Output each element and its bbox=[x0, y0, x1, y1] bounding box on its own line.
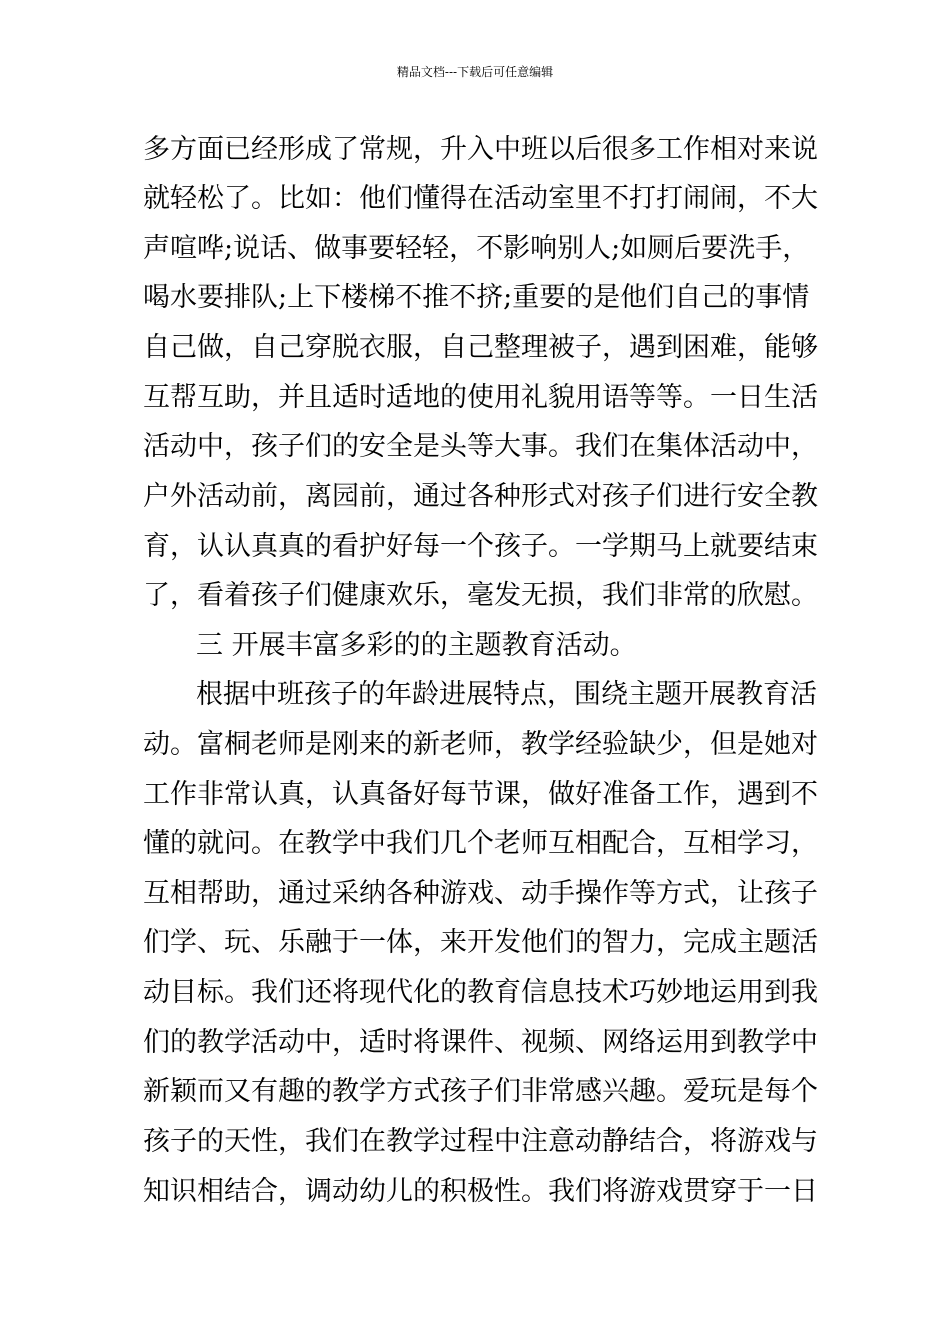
text-line: 喝水要排队;上下楼梯不推不挤;重要的是他们自己的事情 bbox=[143, 282, 810, 313]
text-line: 懂的就问。在教学中我们几个老师互相配合，互相学习， bbox=[143, 828, 818, 859]
text-line: 育，认认真真的看护好每一个孩子。一学期马上就要结束 bbox=[143, 531, 818, 562]
text-line: 自己做，自己穿脱衣服，自己整理被子，遇到困难，能够 bbox=[143, 332, 818, 363]
text-line: 互帮互助，并且适时适地的使用礼貌用语等等。一日生活 bbox=[143, 382, 818, 413]
page-header: 精品文档---下载后可任意编辑 bbox=[396, 65, 554, 79]
text-line: 多方面已经形成了常规，升入中班以后很多工作相对来说 bbox=[143, 134, 818, 165]
text-line: 孩子的天性，我们在教学过程中注意动静结合，将游戏与 bbox=[143, 1126, 818, 1157]
text-line: 工作非常认真，认真备好每节课，做好准备工作，遇到不 bbox=[143, 779, 818, 810]
text-line: 户外活动前，离园前，通过各种形式对孩子们进行安全教 bbox=[143, 481, 818, 512]
text-line: 就轻松了。比如：他们懂得在活动室里不打打闹闹，不大 bbox=[143, 183, 818, 214]
paragraph-first-line: 根据中班孩子的年龄进展特点，围绕主题开展教育活 bbox=[196, 679, 817, 710]
text-line: 了，看着孩子们健康欢乐，毫发无损，我们非常的欣慰。 bbox=[143, 580, 818, 611]
text-line: 知识相结合，调动幼儿的积极性。我们将游戏贯穿于一日 bbox=[143, 1176, 818, 1207]
text-line: 动目标。我们还将现代化的教育信息技术巧妙地运用到我 bbox=[143, 977, 818, 1008]
text-line: 动。富桐老师是刚来的新老师，教学经验缺少，但是她对 bbox=[143, 729, 818, 760]
text-line: 新颖而又有趣的教学方式孩子们非常感兴趣。爱玩是每个 bbox=[143, 1076, 818, 1107]
text-line: 声喧哗;说话、做事要轻轻，不影响别人;如厕后要洗手， bbox=[143, 233, 810, 264]
text-line: 互相帮助，通过采纳各种游戏、动手操作等方式，让孩子 bbox=[143, 878, 818, 909]
section-heading: 三 开展丰富多彩的的主题教育活动。 bbox=[196, 630, 637, 661]
text-line: 们学、玩、乐融于一体，来开发他们的智力，完成主题活 bbox=[143, 927, 818, 958]
text-line: 活动中，孩子们的安全是头等大事。我们在集体活动中， bbox=[143, 431, 818, 462]
text-line: 们的教学活动中，适时将课件、视频、网络运用到教学中 bbox=[143, 1027, 818, 1058]
